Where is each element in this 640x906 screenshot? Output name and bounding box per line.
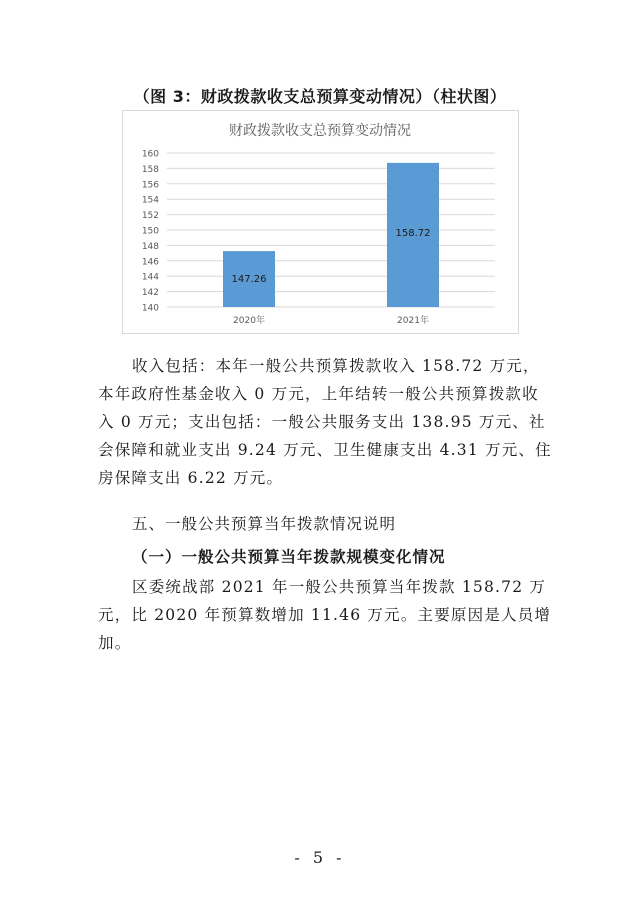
bar-chart [122,110,519,334]
y-tick-label: 142 [141,288,159,299]
paragraph-line: 会保障和就业支出 9.24 万元、卫生健康支出 4.31 万元、住 [98,441,552,459]
paragraph-line: 区委统战部 2021 年一般公共预算当年拨款 158.72 万 [132,578,547,596]
page-number: - 5 - [294,848,346,867]
paragraph-line: 加。 [98,634,132,652]
x-tick-label: 2020年 [233,316,265,326]
bar-chart-svg [123,111,518,333]
paragraph-line: 入 0 万元；支出包括：一般公共服务支出 138.95 万元、社 [98,413,546,431]
y-tick-label: 156 [141,180,159,191]
section-heading: 五、一般公共预算当年拨款情况说明 [132,515,397,533]
y-tick-label: 140 [141,303,159,314]
x-tick-label: 2021年 [397,316,429,326]
y-tick-label: 148 [141,241,159,252]
paragraph-line: 收入包括：本年一般公共预算拨款收入 158.72 万元， [132,357,540,375]
data-label: 147.26 [231,273,267,285]
subsection-heading: （一）一般公共预算当年拨款规模变化情况 [132,548,446,566]
y-tick-label: 146 [141,257,159,268]
y-tick-label: 150 [141,226,159,237]
income-expense-paragraph [98,352,552,492]
paragraph-line: 元，比 2020 年预算数增加 11.46 万元。主要原因是人员增 [98,606,552,624]
y-tick-label: 158 [141,164,159,175]
y-tick-label: 152 [141,211,159,222]
allocation-paragraph [98,573,552,657]
y-tick-label: 144 [141,272,159,283]
paragraph-line: 房保障支出 6.22 万元。 [98,469,284,487]
chart-title: 财政拨款收支总预算变动情况 [229,123,411,139]
paragraph-line: 本年政府性基金收入 0 万元，上年结转一般公共预算拨款收 [98,385,539,403]
y-tick-label: 160 [141,149,159,160]
figure-caption: （图 3：财政拨款收支总预算变动情况）（柱状图） [133,87,507,106]
y-tick-label: 154 [141,195,159,206]
data-label: 158.72 [395,228,431,240]
